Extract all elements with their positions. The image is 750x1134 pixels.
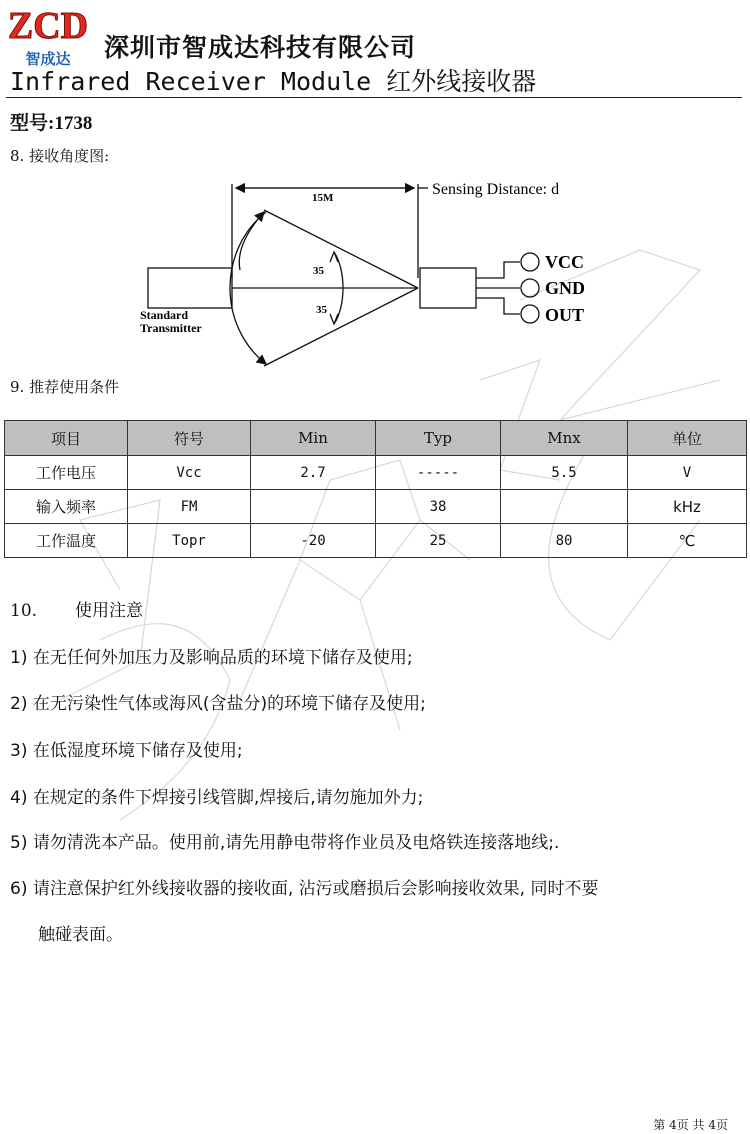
distance-label: 15M (312, 192, 334, 204)
angle-top-label: 35 (313, 265, 324, 277)
table-row (5, 456, 747, 490)
angle-bottom-label: 35 (316, 304, 327, 316)
table-cell: V (628, 456, 747, 490)
table-cell: -20 (251, 524, 376, 558)
pin-vcc: VCC (545, 252, 584, 272)
header-unit: 单位 (628, 421, 747, 456)
table-row (5, 490, 747, 524)
table-cell: kHz (628, 490, 747, 524)
reception-angle-diagram (0, 170, 750, 375)
header-item: 项目 (5, 421, 128, 456)
note-item-continuation: 触碰表面。 (38, 925, 123, 945)
page-footer: 第 4页 共 4页 (653, 1118, 728, 1132)
company-logo (8, 4, 88, 70)
header-max: Mnx (501, 421, 628, 456)
table-row (5, 524, 747, 558)
section-10-number: 10. (10, 601, 38, 621)
table-cell: 25 (376, 524, 501, 558)
table-cell: 5.5 (501, 456, 628, 490)
note-item: 3) 在低湿度环境下储存及使用; (10, 741, 243, 761)
recommended-conditions-table (4, 420, 747, 558)
table-cell: 工作温度 (5, 524, 128, 558)
table-cell (251, 490, 376, 524)
table-cell: 输入频率 (5, 490, 128, 524)
pin-out: OUT (545, 305, 585, 325)
note-item: 6) 请注意保护红外线接收器的接收面, 沾污或磨损后会影响接收效果, 同时不要 (10, 879, 599, 899)
note-item: 5) 请勿清洗本产品。使用前,请先用静电带将作业员及电烙铁连接落地线;. (10, 833, 560, 853)
transmitter-label-2: Transmitter (140, 321, 202, 335)
svg-text:ZCD: ZCD (8, 5, 88, 47)
table-cell: 2.7 (251, 456, 376, 490)
header-symbol: 符号 (128, 421, 251, 456)
sensing-distance-label: Sensing Distance: d (432, 181, 560, 198)
table-cell: 38 (376, 490, 501, 524)
table-cell: ----- (376, 456, 501, 490)
table-cell: 工作电压 (5, 456, 128, 490)
table-cell (501, 490, 628, 524)
section-10-heading (10, 596, 143, 621)
document-title: Infrared Receiver Module 红外线接收器 (10, 67, 537, 96)
section-10-title: 使用注意 (75, 601, 144, 621)
section-8-heading: 8. 接收角度图: (10, 147, 110, 165)
header-typ: Typ (376, 421, 501, 456)
transmitter-label-1: Standard (140, 308, 189, 322)
pin-gnd: GND (545, 278, 585, 298)
header-rule (6, 97, 742, 98)
company-name: 深圳市智成达科技有限公司 (104, 33, 417, 62)
header-min: Min (251, 421, 376, 456)
note-item: 4) 在规定的条件下焊接引线管脚,焊接后,请勿施加外力; (10, 788, 424, 808)
note-item: 1) 在无任何外加压力及影响品质的环境下储存及使用; (10, 648, 413, 668)
section-9-heading: 9. 推荐使用条件 (10, 378, 120, 396)
model-number: 型号:1738 (10, 113, 93, 134)
svg-text:智成达: 智成达 (25, 50, 71, 68)
table-cell: ℃ (628, 524, 747, 558)
table-cell: 80 (501, 524, 628, 558)
table-cell: Vcc (128, 456, 251, 490)
table-header-row (5, 421, 747, 456)
table-cell: FM (128, 490, 251, 524)
table-cell: Topr (128, 524, 251, 558)
note-item: 2) 在无污染性气体或海风(含盐分)的环境下储存及使用; (10, 694, 426, 714)
